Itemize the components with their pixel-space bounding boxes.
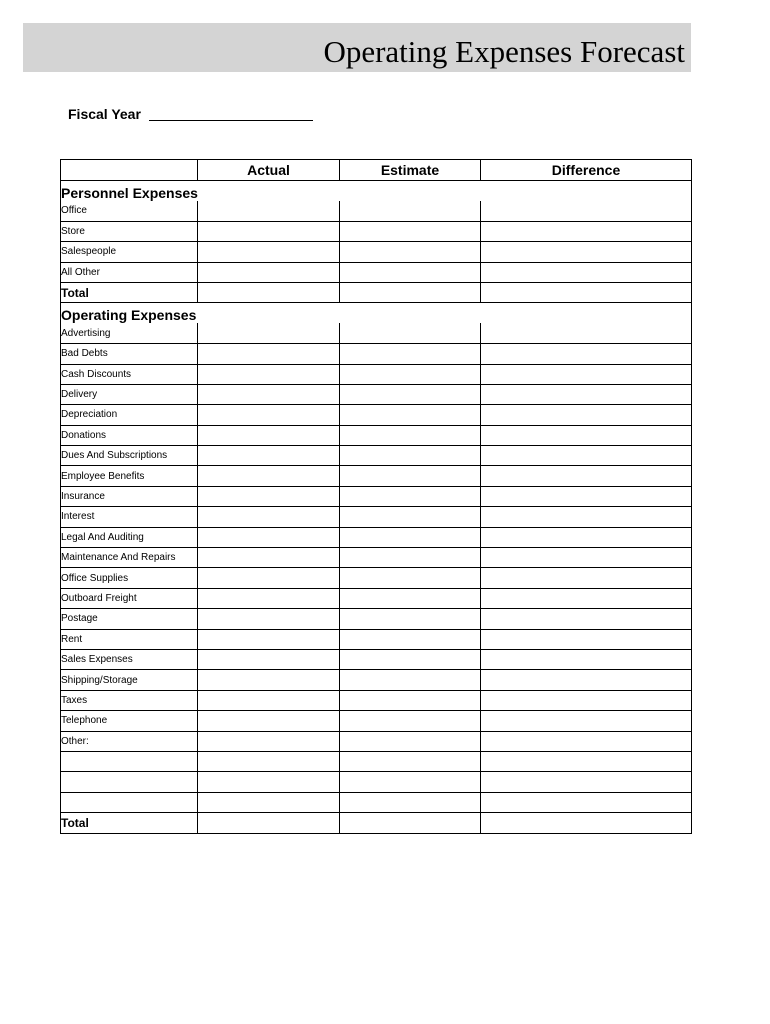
actual-cell[interactable] [198, 221, 340, 241]
estimate-cell[interactable] [340, 425, 481, 445]
actual-cell[interactable] [198, 323, 340, 343]
section-heading-row [61, 181, 692, 201]
row-label: Postage [61, 609, 198, 629]
estimate-cell[interactable] [340, 670, 481, 690]
row-label: Donations [61, 425, 198, 445]
actual-cell[interactable] [198, 242, 340, 262]
row-label: Bad Debts [61, 344, 198, 364]
table-row [61, 507, 692, 527]
row-label: Cash Discounts [61, 364, 198, 384]
table-row [61, 221, 692, 241]
difference-cell[interactable] [481, 751, 692, 771]
row-label: Shipping/Storage [61, 670, 198, 690]
difference-cell[interactable] [481, 221, 692, 241]
estimate-cell[interactable] [340, 405, 481, 425]
section-heading: Personnel Expenses [61, 181, 692, 201]
row-label: Rent [61, 629, 198, 649]
difference-cell[interactable] [481, 466, 692, 486]
table-row [61, 446, 692, 466]
actual-cell[interactable] [198, 792, 340, 812]
actual-cell[interactable] [198, 262, 340, 282]
actual-cell[interactable] [198, 670, 340, 690]
actual-cell[interactable] [198, 384, 340, 404]
table-row [61, 751, 692, 771]
row-label: Store [61, 221, 198, 241]
column-header-difference: Difference [481, 160, 692, 181]
row-label: Depreciation [61, 405, 198, 425]
difference-cell[interactable] [481, 446, 692, 466]
difference-cell[interactable] [481, 629, 692, 649]
row-label: Office [61, 201, 198, 221]
difference-cell[interactable] [481, 201, 692, 221]
estimate-cell[interactable] [340, 262, 481, 282]
total-row [61, 282, 692, 302]
table-row [61, 527, 692, 547]
row-label [61, 772, 198, 792]
actual-cell[interactable] [198, 711, 340, 731]
actual-cell[interactable] [198, 486, 340, 506]
section-heading-row [61, 303, 692, 323]
estimate-cell[interactable] [340, 282, 481, 302]
row-label: Dues And Subscriptions [61, 446, 198, 466]
column-header-estimate: Estimate [340, 160, 481, 181]
table-row [61, 384, 692, 404]
difference-cell[interactable] [481, 323, 692, 343]
actual-cell[interactable] [198, 527, 340, 547]
actual-cell[interactable] [198, 364, 340, 384]
row-label: Other: [61, 731, 198, 751]
table-row [61, 588, 692, 608]
difference-cell[interactable] [481, 282, 692, 302]
table-row [61, 466, 692, 486]
forecast-table [60, 159, 692, 834]
table-row [61, 242, 692, 262]
row-label: Maintenance And Repairs [61, 548, 198, 568]
difference-cell[interactable] [481, 548, 692, 568]
row-label: Telephone [61, 711, 198, 731]
difference-cell[interactable] [481, 813, 692, 833]
row-label: Taxes [61, 690, 198, 710]
estimate-cell[interactable] [340, 629, 481, 649]
estimate-cell[interactable] [340, 201, 481, 221]
table-row [61, 201, 692, 221]
table-row [61, 711, 692, 731]
difference-cell[interactable] [481, 486, 692, 506]
table-row [61, 548, 692, 568]
actual-cell[interactable] [198, 751, 340, 771]
table-row [61, 629, 692, 649]
difference-cell[interactable] [481, 731, 692, 751]
actual-cell[interactable] [198, 548, 340, 568]
fiscal-year-blank[interactable] [149, 105, 313, 121]
difference-cell[interactable] [481, 690, 692, 710]
estimate-cell[interactable] [340, 731, 481, 751]
actual-cell[interactable] [198, 282, 340, 302]
difference-cell[interactable] [481, 568, 692, 588]
estimate-cell[interactable] [340, 548, 481, 568]
difference-cell[interactable] [481, 425, 692, 445]
estimate-cell[interactable] [340, 609, 481, 629]
row-label: Interest [61, 507, 198, 527]
difference-cell[interactable] [481, 262, 692, 282]
estimate-cell[interactable] [340, 344, 481, 364]
actual-cell[interactable] [198, 772, 340, 792]
table-row [61, 772, 692, 792]
table-row [61, 568, 692, 588]
estimate-cell[interactable] [340, 792, 481, 812]
row-label: Sales Expenses [61, 649, 198, 669]
table-row [61, 344, 692, 364]
difference-cell[interactable] [481, 609, 692, 629]
table-row [61, 405, 692, 425]
estimate-cell[interactable] [340, 466, 481, 486]
row-label [61, 792, 198, 812]
actual-cell[interactable] [198, 466, 340, 486]
row-label: All Other [61, 262, 198, 282]
fiscal-year-label: Fiscal Year [68, 106, 141, 122]
difference-cell[interactable] [481, 588, 692, 608]
difference-cell[interactable] [481, 364, 692, 384]
actual-cell[interactable] [198, 344, 340, 364]
estimate-cell[interactable] [340, 772, 481, 792]
actual-cell[interactable] [198, 425, 340, 445]
estimate-cell[interactable] [340, 507, 481, 527]
title-band [23, 23, 691, 72]
estimate-cell[interactable] [340, 384, 481, 404]
actual-cell[interactable] [198, 813, 340, 833]
actual-cell[interactable] [198, 731, 340, 751]
estimate-cell[interactable] [340, 221, 481, 241]
table-row [61, 486, 692, 506]
estimate-cell[interactable] [340, 813, 481, 833]
table-row [61, 792, 692, 812]
estimate-cell[interactable] [340, 486, 481, 506]
total-row [61, 813, 692, 833]
difference-cell[interactable] [481, 507, 692, 527]
actual-cell[interactable] [198, 405, 340, 425]
estimate-cell[interactable] [340, 690, 481, 710]
difference-cell[interactable] [481, 527, 692, 547]
actual-cell[interactable] [198, 649, 340, 669]
table-row [61, 425, 692, 445]
estimate-cell[interactable] [340, 242, 481, 262]
estimate-cell[interactable] [340, 568, 481, 588]
estimate-cell[interactable] [340, 527, 481, 547]
difference-cell[interactable] [481, 405, 692, 425]
estimate-cell[interactable] [340, 711, 481, 731]
difference-cell[interactable] [481, 384, 692, 404]
estimate-cell[interactable] [340, 588, 481, 608]
difference-cell[interactable] [481, 649, 692, 669]
estimate-cell[interactable] [340, 649, 481, 669]
actual-cell[interactable] [198, 690, 340, 710]
row-label: Delivery [61, 384, 198, 404]
table-row [61, 262, 692, 282]
difference-cell[interactable] [481, 711, 692, 731]
table-row [61, 364, 692, 384]
page-title: Operating Expenses Forecast [323, 34, 685, 69]
row-label: Legal And Auditing [61, 527, 198, 547]
actual-cell[interactable] [198, 507, 340, 527]
difference-cell[interactable] [481, 792, 692, 812]
actual-cell[interactable] [198, 201, 340, 221]
difference-cell[interactable] [481, 344, 692, 364]
actual-cell[interactable] [198, 609, 340, 629]
estimate-cell[interactable] [340, 751, 481, 771]
row-label: Outboard Freight [61, 588, 198, 608]
row-label: Salespeople [61, 242, 198, 262]
table-row [61, 609, 692, 629]
row-label: Employee Benefits [61, 466, 198, 486]
table-row [61, 690, 692, 710]
column-header-actual: Actual [198, 160, 340, 181]
row-label: Office Supplies [61, 568, 198, 588]
actual-cell[interactable] [198, 588, 340, 608]
difference-cell[interactable] [481, 670, 692, 690]
column-header-label [61, 160, 198, 181]
actual-cell[interactable] [198, 629, 340, 649]
actual-cell[interactable] [198, 568, 340, 588]
row-label: Total [61, 282, 198, 302]
fiscal-year-field [68, 106, 313, 122]
estimate-cell[interactable] [340, 446, 481, 466]
row-label: Advertising [61, 323, 198, 343]
table-row [61, 649, 692, 669]
actual-cell[interactable] [198, 446, 340, 466]
table-row [61, 323, 692, 343]
section-heading: Operating Expenses [61, 303, 692, 323]
table-row [61, 731, 692, 751]
estimate-cell[interactable] [340, 364, 481, 384]
table-row [61, 670, 692, 690]
row-label [61, 751, 198, 771]
estimate-cell[interactable] [340, 323, 481, 343]
difference-cell[interactable] [481, 242, 692, 262]
header-row [61, 160, 692, 181]
row-label: Insurance [61, 486, 198, 506]
row-label: Total [61, 813, 198, 833]
difference-cell[interactable] [481, 772, 692, 792]
